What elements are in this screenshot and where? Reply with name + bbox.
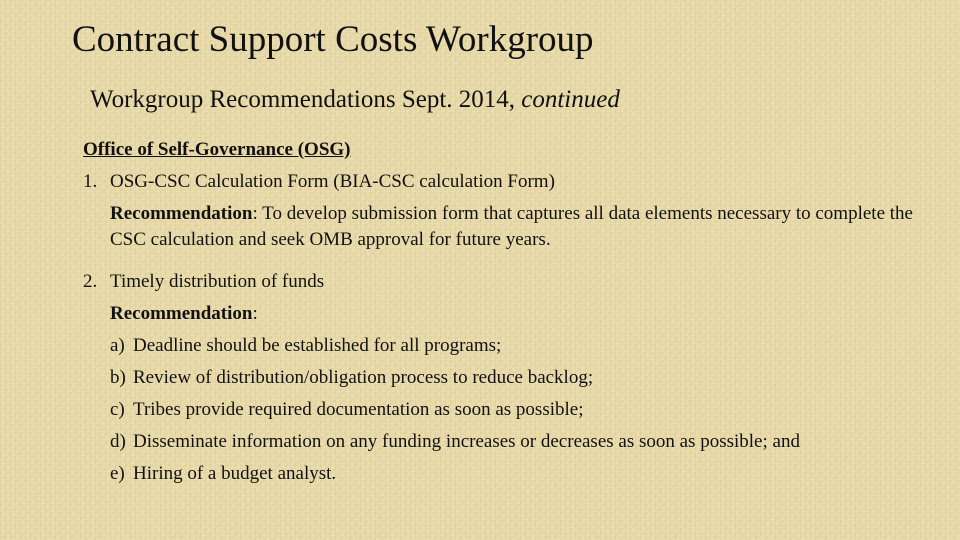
slide-content <box>83 137 943 487</box>
sub-item-text: Deadline should be established for all programs; <box>133 335 502 356</box>
sub-item-text: Review of distribution/obligation process to reduce backlog; <box>133 367 594 388</box>
item-body <box>110 169 943 253</box>
item-title: OSG-CSC Calculation Form (BIA-CSC calculation Form) <box>110 171 555 192</box>
sub-item-text: Hiring of a budget analyst. <box>133 463 337 484</box>
sub-item <box>110 397 943 423</box>
item-number: 2. <box>83 271 98 292</box>
recommendation-label: Recommendation <box>110 203 253 224</box>
slide-title: Contract Support Costs Workgroup <box>72 19 594 60</box>
recommendation-colon: : <box>252 303 258 324</box>
recommendation-text: : To develop submission form that captures all data elements necessary to complete the CSC calculation and seek OMB approval for future years. <box>110 203 913 250</box>
sub-item-text: Tribes provide required documentation as soon as possible; <box>133 399 584 420</box>
section-heading: Office of Self-Governance (OSG) <box>83 139 351 160</box>
subtitle-continued: continued <box>521 86 620 113</box>
sub-item-label: c) <box>110 399 125 420</box>
sub-item <box>110 461 943 487</box>
sub-item-label: d) <box>110 431 126 452</box>
item-body <box>110 269 943 487</box>
sub-item <box>110 333 943 359</box>
slide-subtitle <box>90 86 620 114</box>
sub-item-label: e) <box>110 463 125 484</box>
sub-item <box>110 429 943 455</box>
sub-item-text: Disseminate information on any funding increases or decreases as soon as possible; and <box>133 431 800 452</box>
sub-item-label: b) <box>110 367 126 388</box>
recommendation <box>110 201 943 253</box>
sub-item-label: a) <box>110 335 125 356</box>
recommendation-label: Recommendation <box>110 303 253 324</box>
list-item <box>83 169 943 253</box>
item-number: 1. <box>83 171 98 192</box>
recommendation <box>110 301 943 327</box>
subtitle-main: Workgroup Recommendations Sept. 2014, <box>90 86 522 113</box>
sub-item <box>110 365 943 391</box>
item-title: Timely distribution of funds <box>110 271 325 292</box>
list-item <box>83 269 943 487</box>
